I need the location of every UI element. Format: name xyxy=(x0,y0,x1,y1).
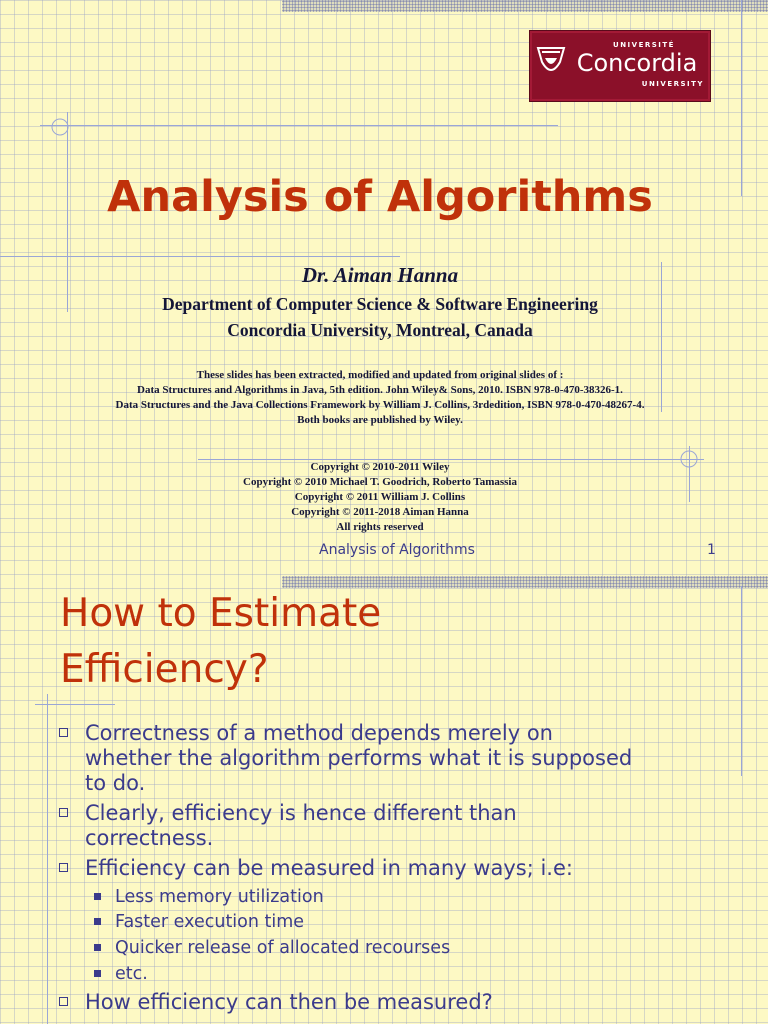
sub-bullet-text: Quicker release of allocated recourses xyxy=(115,938,451,958)
logo-name: Concordia xyxy=(576,49,698,77)
bullet-line: to do. xyxy=(85,771,146,795)
sub-bullet-item xyxy=(115,911,715,933)
university: Concordia University, Montreal, Canada xyxy=(227,320,533,340)
bullet-marker xyxy=(59,997,68,1006)
bullet-marker xyxy=(59,808,68,817)
concordia-shield-icon xyxy=(536,44,566,82)
source-note-line: These slides has been extracted, modified and updated from original slides of : xyxy=(196,369,564,381)
sub-bullet-marker xyxy=(94,944,101,951)
copyright-line: All rights reserved xyxy=(336,521,424,533)
decor-line xyxy=(40,125,558,126)
sub-bullet-item xyxy=(115,963,715,985)
decor-line xyxy=(47,694,48,1024)
bullet-item xyxy=(85,721,705,796)
sub-bullet-marker xyxy=(94,893,101,900)
slide-title xyxy=(60,586,680,698)
bullet-line: Efficiency can be measured in many ways; i.e: xyxy=(85,856,573,880)
bullet-marker xyxy=(59,728,68,737)
sub-bullet-marker xyxy=(94,918,101,925)
bullet-item xyxy=(85,990,705,1015)
copyright-line: Copyright © 2010 Michael T. Goodrich, Roberto Tamassia xyxy=(243,476,517,488)
footer-label: Analysis of Algorithms xyxy=(319,542,475,558)
bullet-marker xyxy=(59,863,68,872)
source-note-line: Data Structures and the Java Collections Framework by William J. Collins, 3rdedition, ISBN 978-0-470-48267-4. xyxy=(115,399,645,411)
bullet-line: whether the algorithm performs what it is supposed xyxy=(85,746,633,770)
bullet-item xyxy=(85,856,705,881)
bullet-item xyxy=(85,801,705,851)
copyright-line: Copyright © 2011 William J. Collins xyxy=(294,491,466,503)
source-note-line: Both books are published by Wiley. xyxy=(297,414,463,426)
bullet-line: correctness. xyxy=(85,826,214,850)
slide-title-line: Efficiency? xyxy=(60,647,269,692)
concordia-logo xyxy=(529,30,711,102)
dotted-band xyxy=(282,0,768,12)
sub-bullet-text: Less memory utilization xyxy=(115,887,324,907)
logo-bottom-text: UNIVERSITY xyxy=(641,80,704,88)
bullet-line: Correctness of a method depends merely on xyxy=(85,721,553,745)
sub-bullet-item xyxy=(115,886,715,908)
decor-line xyxy=(741,586,742,776)
decor-line xyxy=(741,0,742,196)
sub-bullet-item xyxy=(115,937,715,959)
author-name: Dr. Aiman Hanna xyxy=(301,263,459,287)
copyright-line: Copyright © 2010-2011 Wiley xyxy=(310,461,450,473)
department: Department of Computer Science & Software Engineering xyxy=(162,294,598,314)
source-note-line: Data Structures and Algorithms in Java, 5th edition. John Wiley& Sons, 2010. ISBN 978-0-470-38326-1. xyxy=(137,384,623,396)
copyright-line: Copyright © 2011-2018 Aiman Hanna xyxy=(291,506,469,518)
content-slide xyxy=(0,576,768,1024)
sub-bullet-marker xyxy=(94,970,101,977)
bullet-line: How efficiency can then be measured? xyxy=(85,990,493,1014)
decor-line xyxy=(0,256,400,257)
sub-bullet-text: Faster execution time xyxy=(115,912,305,932)
bullet-line: Clearly, efficiency is hence different than xyxy=(85,801,517,825)
sub-bullet-text: etc. xyxy=(115,964,148,984)
page-number: 1 xyxy=(707,542,716,558)
slide-title: Analysis of Algorithms xyxy=(107,172,653,222)
logo-top-text: UNIVERSITÉ xyxy=(613,41,675,49)
slide-title-line: How to Estimate xyxy=(60,591,382,636)
crosshair-icon xyxy=(48,115,72,139)
